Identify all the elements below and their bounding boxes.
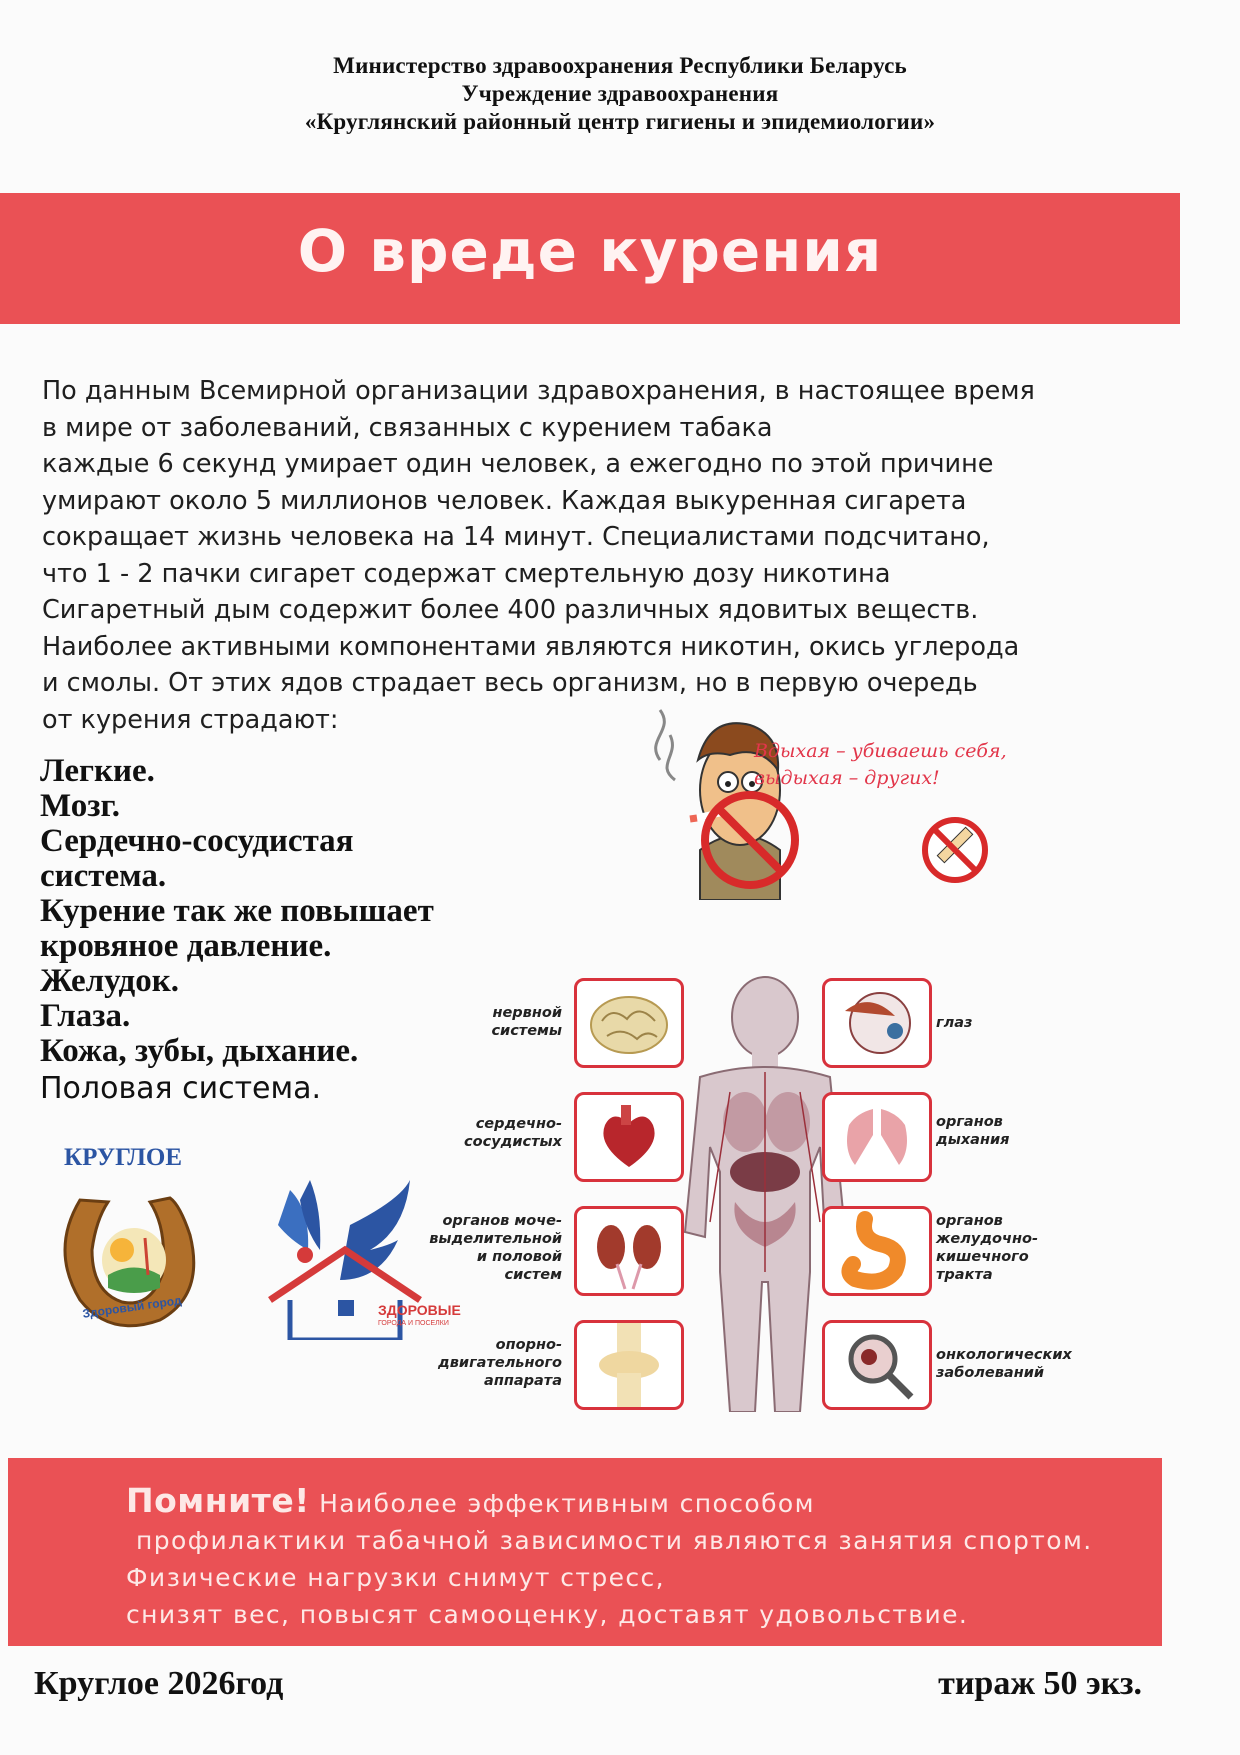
label-line: сосудистых bbox=[464, 1134, 562, 1150]
institution-line: Учреждение здравоохранения bbox=[461, 81, 779, 106]
horseshoe-ring-label: Здоровый город bbox=[81, 1293, 183, 1321]
label-line: желудочно- bbox=[936, 1231, 1038, 1247]
remember-line: Физические нагрузки снимут стресс, bbox=[126, 1563, 666, 1592]
remember-line-1 bbox=[126, 1482, 1093, 1522]
smoke-icon bbox=[656, 710, 675, 780]
heart-image bbox=[574, 1092, 684, 1182]
stomach-image bbox=[822, 1206, 932, 1296]
label-cardiovascular bbox=[464, 1115, 562, 1151]
brain-image bbox=[574, 978, 684, 1068]
organ-item: Легкие. bbox=[40, 753, 155, 789]
label-line: глаз bbox=[936, 1015, 973, 1031]
eye-image bbox=[822, 978, 932, 1068]
intro-line: Наиболее активными компонентами являются никотин, окись углерода bbox=[42, 631, 1020, 662]
organ-damage-diagram bbox=[429, 960, 1170, 1420]
remember-panel bbox=[8, 1458, 1162, 1646]
label-line: опорно- bbox=[495, 1337, 562, 1353]
kidneys-image bbox=[574, 1206, 684, 1296]
organ-item: Кожа, зубы, дыхание. bbox=[40, 1033, 359, 1069]
label-line: кишечного bbox=[936, 1249, 1029, 1265]
intro-line: что 1 - 2 пачки сигарет содержат смертельную дозу никотина bbox=[42, 558, 891, 589]
remember-text bbox=[126, 1482, 1093, 1633]
label-eye bbox=[936, 1014, 972, 1032]
label-line: органов моче- bbox=[442, 1213, 562, 1229]
organ-item: система. bbox=[40, 858, 167, 894]
intro-line: в мире от заболеваний, связанных с курением табака bbox=[42, 412, 773, 443]
slogan-line: выдыхая – других! bbox=[754, 767, 940, 789]
organ-item: Половая система. bbox=[40, 1071, 322, 1106]
center-name-line: «Круглянский районный центр гигиены и эпидемиологии» bbox=[304, 109, 936, 134]
title-banner bbox=[0, 193, 1180, 324]
label-line: тракта bbox=[936, 1267, 993, 1283]
oncology-magnifier-image bbox=[822, 1320, 932, 1410]
intro-paragraph bbox=[42, 373, 1172, 738]
label-line: выделительной bbox=[429, 1231, 562, 1247]
label-digestive bbox=[936, 1212, 1038, 1284]
label-nervous-system bbox=[491, 1004, 562, 1040]
intro-line: и смолы. От этих ядов страдает весь организм, но в первую очередь bbox=[42, 668, 978, 698]
lungs-image bbox=[822, 1092, 932, 1182]
smoker-cartoon-illustration bbox=[640, 700, 1040, 900]
page-title: О вреде курения bbox=[297, 217, 883, 285]
label-oncology bbox=[936, 1346, 1072, 1382]
intro-line: Сигаретный дым содержит более 400 различных ядовитых веществ. bbox=[42, 595, 979, 625]
organ-item: Курение так же повышает bbox=[40, 893, 434, 929]
label-line: сердечно- bbox=[475, 1116, 562, 1132]
label-line: системы bbox=[491, 1023, 562, 1039]
intro-line: сокращает жизнь человека на 14 минут. Специалистами подсчитано, bbox=[42, 522, 990, 552]
institution-header bbox=[0, 52, 1240, 136]
organ-item: Сердечно-сосудистая bbox=[40, 823, 354, 859]
intro-line: от курения страдают: bbox=[42, 704, 339, 735]
label-line: и половой bbox=[476, 1249, 562, 1265]
slogan-line: Вдыхая – убиваешь себя, bbox=[754, 740, 1007, 762]
intro-line: По данным Всемирной организации здравохранения, в настоящее время bbox=[42, 376, 1035, 406]
kruglo-logo-title: КРУГЛОЕ bbox=[64, 1144, 183, 1171]
footer-print-run: тираж 50 экз. bbox=[938, 1665, 1142, 1702]
label-line: дыхания bbox=[936, 1132, 1010, 1148]
organ-item: Желудок. bbox=[40, 963, 179, 999]
label-line: органов bbox=[936, 1114, 1003, 1130]
footer-place-year: Круглое 2026год bbox=[34, 1665, 284, 1702]
organ-item: Мозг. bbox=[40, 788, 120, 824]
healthy-cities-title: ЗДОРОВЫЕ bbox=[378, 1302, 461, 1318]
label-line: заболеваний bbox=[936, 1365, 1045, 1381]
healthy-cities-subtitle: ГОРОДА И ПОСЕЛКИ bbox=[378, 1320, 449, 1327]
ministry-line: Министерство здравоохранения Республики Беларусь bbox=[333, 53, 907, 78]
label-line: нервной bbox=[492, 1005, 562, 1021]
remember-line: снизят вес, повысят самооценку, доставят удовольствие. bbox=[126, 1600, 969, 1629]
label-line: органов bbox=[936, 1213, 1003, 1229]
label-line: аппарата bbox=[484, 1373, 562, 1389]
label-musculoskeletal bbox=[438, 1336, 562, 1390]
smoking-slogan bbox=[754, 738, 1007, 792]
intro-line: каждые 6 секунд умирает один человек, а ежегодно по этой причине bbox=[42, 449, 994, 479]
joint-image bbox=[574, 1320, 684, 1410]
intro-line: умирают около 5 миллионов человек. Каждая выкуренная сигарета bbox=[42, 485, 967, 516]
label-line: онкологических bbox=[936, 1347, 1072, 1363]
label-respiratory bbox=[936, 1113, 1009, 1149]
label-line: двигательного bbox=[438, 1355, 562, 1371]
organ-item: Глаза. bbox=[40, 998, 131, 1034]
label-line: систем bbox=[504, 1267, 562, 1283]
remember-line: Наиболее эффективным способом bbox=[319, 1489, 815, 1518]
remember-line: профилактики табачной зависимости являются занятия спортом. bbox=[136, 1526, 1093, 1555]
organ-item: кровяное давление. bbox=[40, 928, 332, 964]
remember-heading: Помните! bbox=[126, 1481, 310, 1520]
